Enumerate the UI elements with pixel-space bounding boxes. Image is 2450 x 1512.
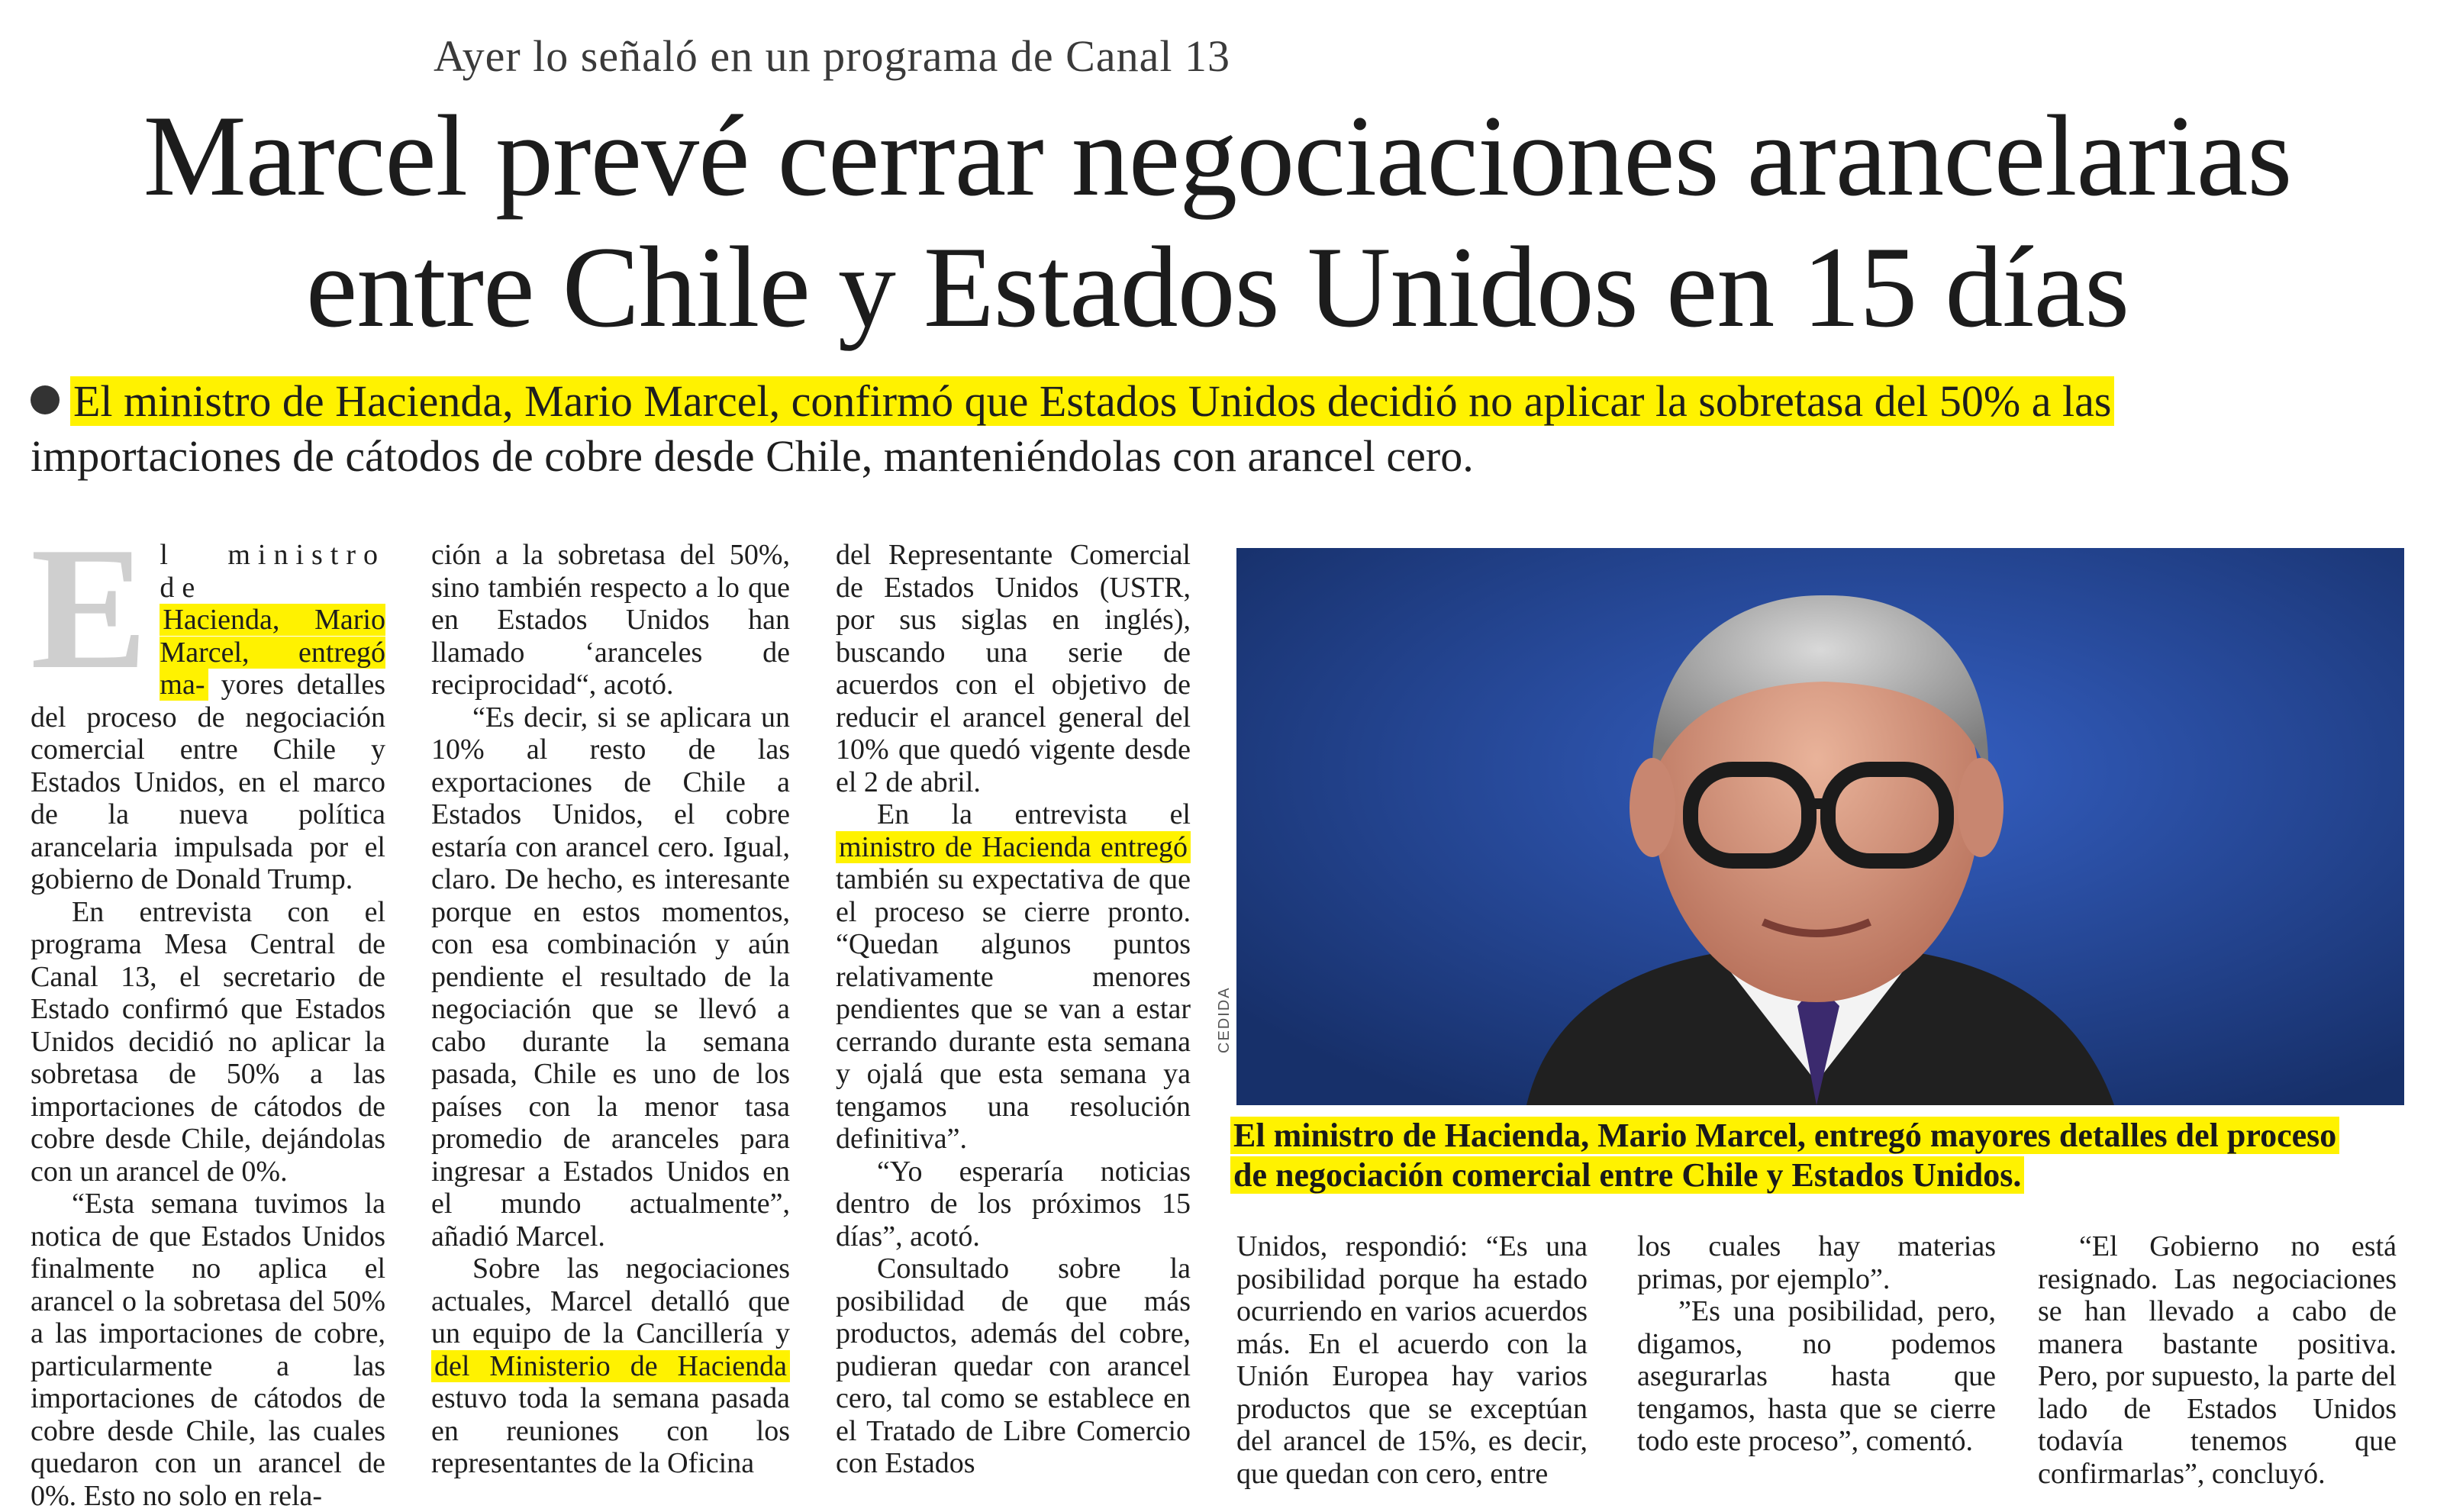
body-column-5 [1637,1230,1996,1458]
paragraph-text: estuvo toda la semana pasada en reuniones con los representantes de la Oficina [431,1382,790,1479]
lede-highlight: El ministro de Hacienda, Mario Marcel, confirmó que Estados Unidos decidió no aplicar la sobretasa del 50% a las [70,376,2114,426]
paragraph: ”Es una posibilidad, pero, digamos, no podemos asegurarlas hasta que tengamos, hasta que se cierre todo este proceso”, comentó. [1637,1295,1996,1457]
paragraph-text: En la entrevista el [877,798,1191,830]
paragraph-text: Sobre las negociaciones actuales, Marcel detalló que un equipo de la Cancillería y [431,1252,790,1349]
photo-mario-marcel [1236,548,2404,1105]
caption-line-2: de negociación comercial entre Chile y Estados Unidos. [1230,1156,2024,1194]
bullet-icon [31,385,60,414]
paragraph: “Es decir, si se aplicara un 10% al resto de las exportaciones de Chile a Estados Unidos, el cobre estaría con arancel cero. Igual, claro. De hecho, es interesante porque en estos momentos, con esa combinación y aún pendiente el resultado de la negociación que se llevó a cabo durante la semana pasada, Chile es uno de los países con la menor tasa promedio de aranceles para ingresar a Estados Unidos en el mundo actualmente”, añadió Marcel. [431,701,790,1252]
paragraph: “Yo esperaría noticias dentro de los próximos 15 días”, acotó. [836,1155,1191,1252]
body-column-2 [431,539,790,1480]
dropcap: E [31,511,148,705]
body-column-1 [31,511,385,1512]
paragraph: ción a la sobretasa del 50%, sino también respecto a lo que en Estados Unidos han llamado ‘aranceles de reciprocidad“, acotó. [431,539,790,701]
paragraph-text: también su expectativa de que el proceso se cierre pronto. “Quedan algunos puntos relativamente menores pendientes que se van a estar cerrando durante esta semana y ojalá que esta semana ya tengamos una resolución definitiva”. [836,863,1191,1155]
caption-line-1: El ministro de Hacienda, Mario Marcel, entregó mayores detalles del proceso [1230,1117,2339,1154]
headline [15,90,2419,353]
paragraph: “El Gobierno no está resignado. Las negociaciones se han llevado a cabo de manera bastante positiva. Pero, por supuesto, la parte del lado de Estados Unidos todavía tenemos que confirmarlas”, concluyó. [2038,1230,2397,1490]
highlighted-text: ministro de Hacienda entregó [836,831,1191,863]
body-column-6 [2038,1230,2397,1490]
highlighted-text: del Ministerio de Hacienda [431,1350,790,1382]
headline-line-2: entre Chile y Estados Unidos en 15 días [305,223,2129,351]
paragraph-text: yores detalles del proceso de negociación comercial entre Chile y Estados Unidos, en el marco de la nueva política arancelaria impulsada por el gobierno de Donald Trump. [31,669,385,895]
paragraph: “Esta semana tuvimos la notica de que Estados Unidos finalmente no aplica el arancel o la sobretasa del 50% a las importaciones de cobre, particularmente a las importaciones de cátodos de cobre desde Chile, las cuales quedaron con un arancel de 0%. Esto no solo en rela- [31,1188,385,1512]
kicker: Ayer lo señaló en un programa de Canal 13 [434,31,1230,81]
paragraph: del Representante Comercial de Estados Unidos (USTR, por sus siglas en inglés), buscando una serie de acuerdos con el objetivo de reducir el arancel general del 10% que quedó vigente desde el 2 de abril. [836,539,1191,798]
paragraph: En entrevista con el programa Mesa Central de Canal 13, el secretario de Estado confirmó que Estados Unidos decidió no aplicar la sobretasa de 50% a las importaciones de cátodos de cobre desde Chile, dejándolas con un arancel de 0%. [31,895,385,1188]
paragraph: Unidos, respondió: “Es una posibilidad porque ha estado ocurriendo en varios acuerdos más. En el acuerdo con la Unión Europea hay varios productos que se exceptúan del arancel de 15%, es decir, que quedan con cero, entre [1236,1230,1588,1490]
paragraph: los cuales hay materias primas, por ejemplo”. [1637,1230,1996,1295]
body-column-3 [836,539,1191,1480]
photo-credit: CEDIDA [1216,986,1233,1053]
paragraph [431,1252,790,1480]
paragraph [31,511,385,896]
portrait-illustration [1236,548,2404,1105]
body-column-4 [1236,1230,1588,1490]
headline-line-1: Marcel prevé cerrar negociaciones arancelarias [143,92,2292,220]
paragraph-first-line: l ministro de [160,539,385,604]
lede [31,374,2397,484]
paragraph [836,798,1191,1156]
paragraph: Consultado sobre la posibilidad de que más productos, además del cobre, pudieran quedar con arancel cero, tal como se establece en el Tratado de Libre Comercio con Estados [836,1252,1191,1479]
photo-caption [1230,1116,2421,1195]
lede-rest: importaciones de cátodos de cobre desde Chile, manteniéndolas con arancel cero. [31,431,1474,481]
highlighted-text: Hacienda, Mario Marcel, entregó ma- [160,604,385,701]
